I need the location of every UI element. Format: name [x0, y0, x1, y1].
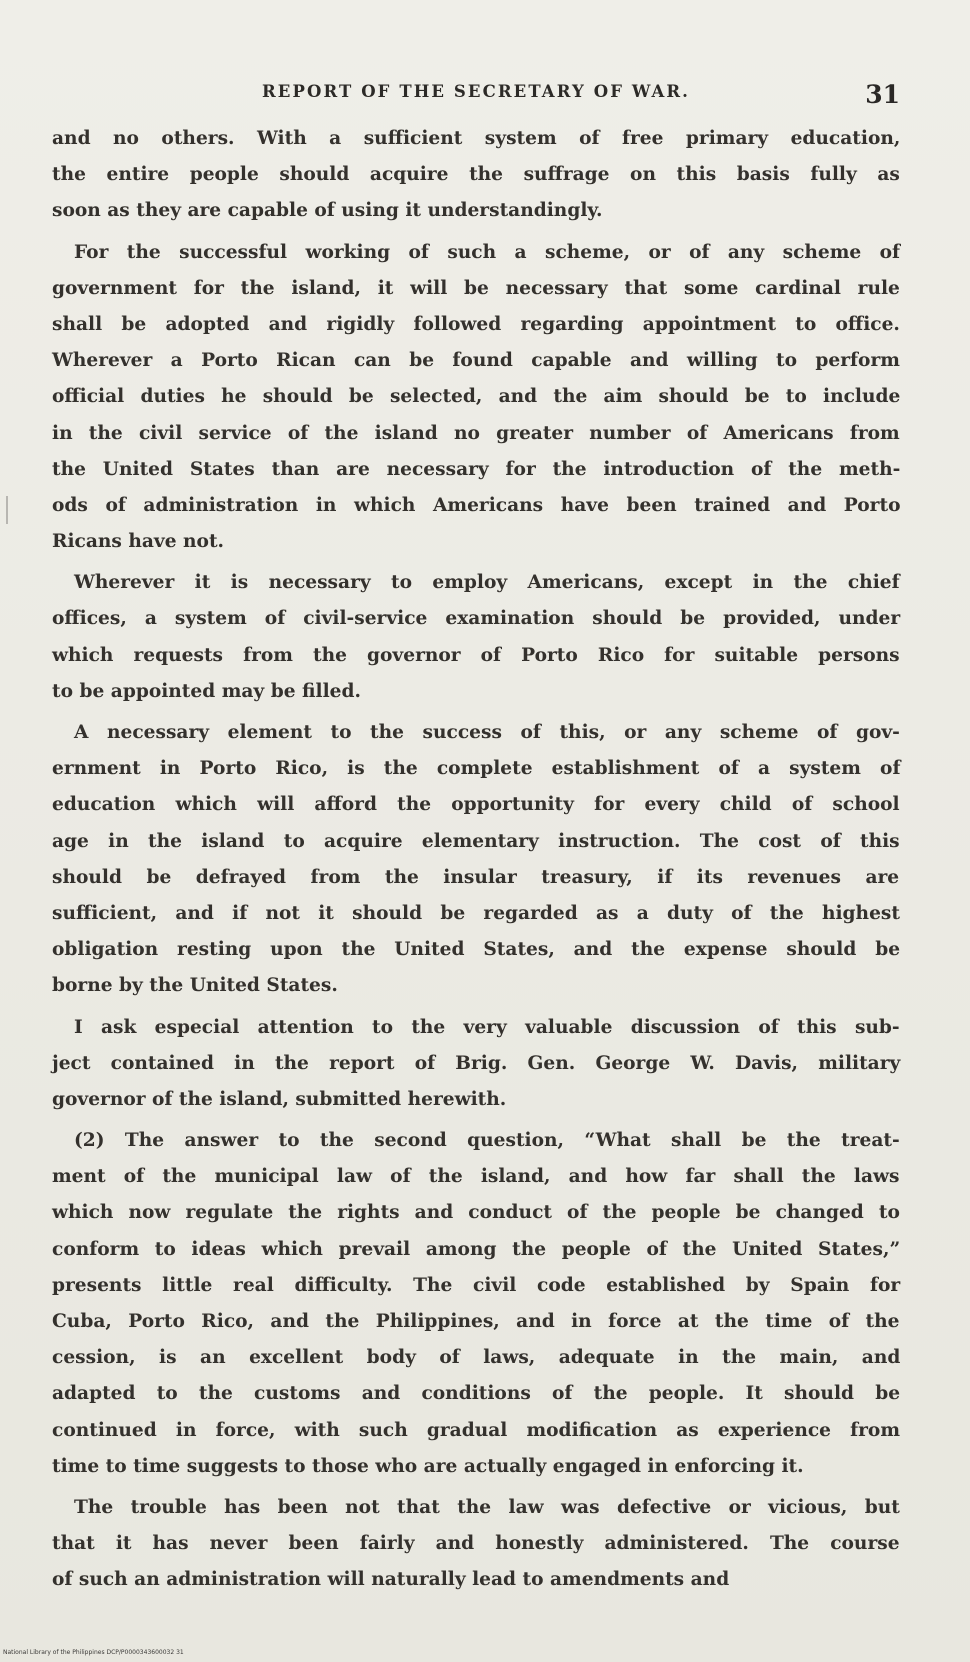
paragraph — [52, 1123, 900, 1485]
text-line: should be defrayed from the insular treasury, if its revenues are — [52, 866, 900, 888]
text-line: and no others. With a sufficient system of free primary education, — [52, 128, 901, 149]
page-number: 31 — [865, 80, 900, 109]
text-line: continued in force, with such gradual modification as experience from — [52, 1419, 900, 1441]
text-line: the entire people should acquire the suffrage on this basis fully as — [52, 164, 900, 186]
text-line: (2) The answer to the second question, “What shall be the treat- — [74, 1130, 900, 1152]
text-line: in the civil service of the island no greater number of Americans from — [52, 422, 900, 444]
text-line: offices, a system of civil-service examination should be provided, under — [52, 608, 901, 630]
paragraph — [52, 235, 900, 561]
text-line: which requests from the governor of Porto Rico for suitable persons — [52, 644, 900, 666]
text-line: adapted to the customs and conditions of the people. It should be — [52, 1383, 901, 1405]
text-line: the United States than are necessary for the introduction of the meth- — [52, 458, 901, 480]
text-line: The trouble has been not that the law was defective or vicious, but — [74, 1496, 900, 1518]
paragraph — [52, 1490, 900, 1599]
text-line: that it has never been fairly and honestly administered. The course — [52, 1533, 900, 1555]
text-line: to be appointed may be filled. — [52, 680, 361, 702]
text-line: I ask especial attention to the very valuable discussion of this sub- — [74, 1016, 900, 1038]
paragraph — [52, 121, 900, 230]
text-line: government for the island, it will be necessary that some cardinal rule — [52, 277, 900, 299]
page-edge-mark — [6, 496, 8, 524]
running-title: REPORT OF THE SECRETARY OF WAR. — [261, 82, 691, 101]
text-line: Wherever it is necessary to employ Americans, except in the chief — [74, 572, 900, 594]
body-text — [52, 121, 900, 1604]
text-line: Cuba, Porto Rico, and the Philippines, and in force at the time of the — [52, 1311, 900, 1332]
running-head — [52, 80, 900, 112]
text-line: shall be adopted and rigidly followed regarding appointment to office. — [52, 313, 900, 335]
text-line: governor of the island, submitted herewith. — [52, 1088, 507, 1110]
text-line: ods of administration in which Americans have been trained and Porto — [52, 494, 901, 516]
text-line: sufficient, and if not it should be regarded as a duty of the highest — [52, 902, 900, 924]
text-line: official duties he should be selected, and the aim should be to include — [52, 386, 901, 408]
text-line: borne by the United States. — [52, 975, 338, 997]
text-line: time to time suggests to those who are actually engaged in enforcing it. — [52, 1455, 804, 1477]
text-line: of such an administration will naturally lead to amendments and — [52, 1569, 730, 1591]
paragraph — [52, 715, 900, 1005]
text-line: ject contained in the report of Brig. Gen. George W. Davis, military — [52, 1052, 901, 1074]
text-line: Wherever a Porto Rican can be found capable and willing to perform — [52, 350, 900, 372]
text-line: conform to ideas which prevail among the people of the United States,” — [52, 1238, 901, 1260]
text-line: For the successful working of such a scheme, or of any scheme of — [74, 241, 901, 263]
text-line: presents little real difficulty. The civil code established by Spain for — [52, 1274, 901, 1296]
text-line: obligation resting upon the United States, and the expense should be — [52, 939, 901, 961]
text-line: ment of the municipal law of the island, and how far shall the laws — [52, 1166, 900, 1188]
text-line: age in the island to acquire elementary instruction. The cost of this — [52, 830, 900, 852]
paragraph — [52, 1010, 900, 1119]
text-line: ernment in Porto Rico, is the complete establishment of a system of — [52, 758, 901, 780]
text-line: which now regulate the rights and conduct of the people be changed to — [52, 1202, 900, 1224]
text-line: A necessary element to the success of this, or any scheme of gov- — [74, 722, 900, 743]
text-line: cession, is an excellent body of laws, adequate in the main, and — [52, 1347, 901, 1369]
text-line: Ricans have not. — [52, 531, 225, 553]
paragraph — [52, 565, 900, 710]
text-line: education which will afford the opportunity for every child of school — [52, 794, 900, 816]
archive-identifier: National Library of the Philippines DCP/P0000343600032 31 — [3, 1649, 184, 1656]
text-line: soon as they are capable of using it understandingly. — [52, 200, 603, 222]
